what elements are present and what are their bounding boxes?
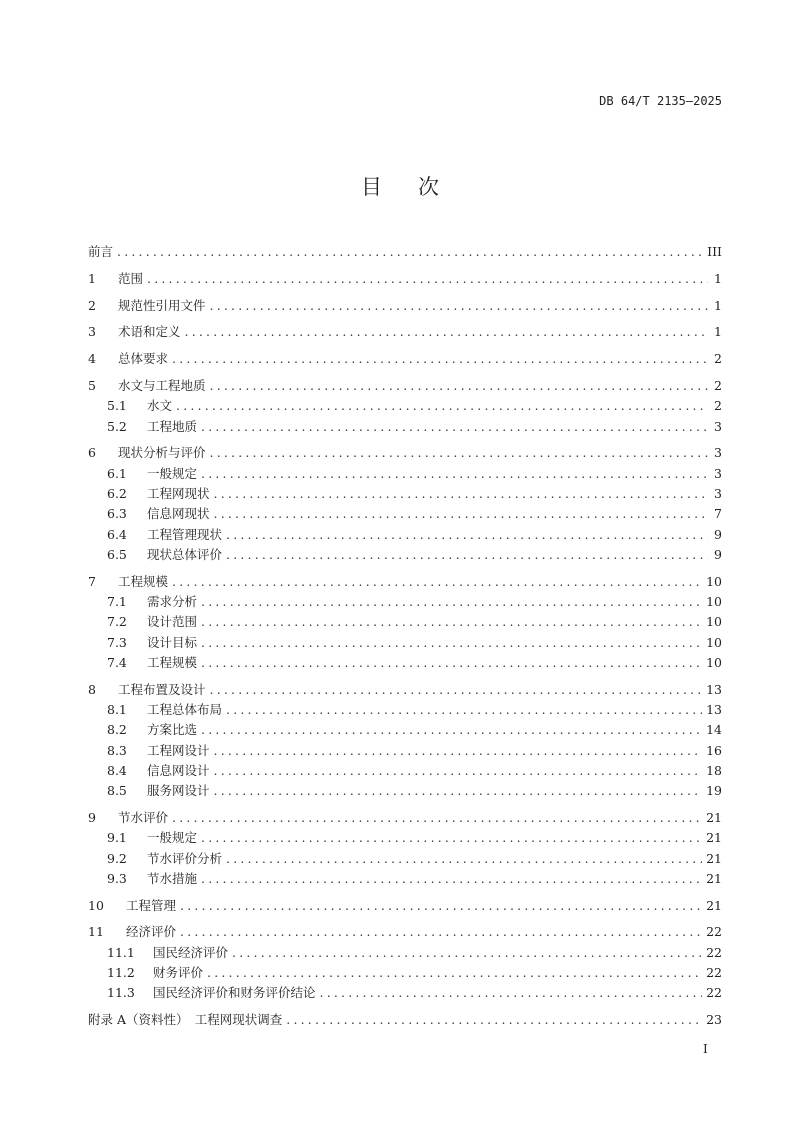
dot-leader xyxy=(180,922,702,942)
toc-entry-label: 信息网设计 xyxy=(147,762,210,778)
dot-leader xyxy=(201,828,702,848)
dot-leader xyxy=(185,322,708,342)
dot-leader xyxy=(201,869,702,889)
toc-entry-number: 9 xyxy=(88,809,96,825)
toc-entry-page: 21 xyxy=(706,897,722,913)
toc-entry-page: 14 xyxy=(706,722,722,738)
toc-entry-page: 21 xyxy=(706,809,722,825)
toc-entry-number: 9.3 xyxy=(107,870,127,886)
toc-entry-page: 3 xyxy=(714,465,722,481)
toc-entry-label: 经济评价 xyxy=(126,924,177,940)
toc-entry-number: 7.4 xyxy=(107,654,127,670)
dot-leader xyxy=(214,761,703,781)
toc-entry-number: 5.1 xyxy=(107,398,127,414)
toc-entry-page: 7 xyxy=(714,506,722,522)
toc-entry-label: 财务评价 xyxy=(153,965,204,980)
toc-entry-page: 21 xyxy=(706,830,722,846)
dot-leader xyxy=(172,349,708,369)
toc-entry-label: 设计目标 xyxy=(147,634,198,650)
toc-entry[interactable] xyxy=(88,781,722,801)
toc-entry-page: 21 xyxy=(706,870,722,886)
table-of-contents xyxy=(88,242,722,1030)
toc-entry[interactable] xyxy=(88,612,722,632)
toc-entry-label: 工程布置及设计 xyxy=(118,681,206,697)
toc-entry-number: 7.1 xyxy=(107,593,127,609)
toc-entry-label: 国民经济评价和财务评价结论 xyxy=(153,985,316,1001)
toc-entry[interactable] xyxy=(88,396,722,416)
toc-entry-page: 10 xyxy=(706,614,722,630)
toc-entry-page: 18 xyxy=(706,762,722,778)
toc-entry[interactable] xyxy=(88,572,722,592)
toc-entry-label: 范围 xyxy=(118,270,144,286)
dot-leader xyxy=(201,464,708,484)
toc-entry-page: 21 xyxy=(706,850,722,866)
toc-entry[interactable] xyxy=(88,741,722,761)
toc-entry-page: 19 xyxy=(706,783,722,799)
dot-leader xyxy=(117,242,703,262)
toc-entry[interactable] xyxy=(88,484,722,504)
toc-entry-number: 6.1 xyxy=(107,465,127,481)
dot-leader xyxy=(176,396,708,416)
toc-entry[interactable] xyxy=(88,869,722,889)
toc-entry[interactable] xyxy=(88,808,722,828)
toc-entry-number: 8.3 xyxy=(107,742,127,758)
dot-leader xyxy=(214,741,703,761)
dot-leader xyxy=(226,849,702,869)
toc-entry-page: 10 xyxy=(706,634,722,650)
toc-entry[interactable] xyxy=(88,653,722,673)
toc-entry-number: 8 xyxy=(88,681,96,697)
toc-entry-label: 附录 A（资料性） 工程网现状调查 xyxy=(88,1012,283,1028)
toc-entry[interactable] xyxy=(88,700,722,720)
toc-entry-page: 1 xyxy=(714,324,722,340)
toc-entry[interactable] xyxy=(88,896,722,916)
toc-entry-number: 11.2 xyxy=(107,965,135,980)
toc-entry[interactable] xyxy=(88,849,722,869)
toc-entry-label: 节水评价 xyxy=(118,809,169,825)
toc-entry-page: 22 xyxy=(706,944,722,960)
toc-entry-page: 2 xyxy=(714,377,722,393)
toc-entry-number: 6.5 xyxy=(107,546,127,562)
dot-leader xyxy=(210,296,708,316)
document-code: DB 64/T 2135—2025 xyxy=(599,94,722,108)
toc-entry-number: 11.3 xyxy=(107,985,135,1001)
toc-entry-page: 3 xyxy=(714,485,722,501)
page-number: I xyxy=(703,1042,708,1056)
dot-leader xyxy=(226,700,702,720)
toc-entry-label: 总体要求 xyxy=(118,351,169,367)
toc-entry-number: 6.3 xyxy=(107,506,127,522)
toc-entry[interactable] xyxy=(88,417,722,437)
toc-entry-page: 1 xyxy=(714,297,722,313)
toc-entry-page: 13 xyxy=(706,701,722,717)
toc-entry-label: 工程管理 xyxy=(126,897,177,913)
toc-entry[interactable] xyxy=(88,592,722,612)
toc-entry-number: 4 xyxy=(88,351,96,367)
toc-entry-number: 7.3 xyxy=(107,634,127,650)
toc-entry-label: 水文 xyxy=(147,398,173,414)
toc-entry-page: 9 xyxy=(714,546,722,562)
toc-entry[interactable] xyxy=(88,504,722,524)
toc-entry-label: 国民经济评价 xyxy=(153,944,229,960)
toc-entry-number: 2 xyxy=(88,297,96,313)
dot-leader xyxy=(210,376,708,396)
dot-leader xyxy=(180,896,702,916)
dot-leader xyxy=(214,484,708,504)
toc-entry[interactable] xyxy=(88,376,722,396)
toc-entry-page: 10 xyxy=(706,593,722,609)
toc-entry[interactable] xyxy=(88,269,722,289)
page-title: 目次 xyxy=(361,175,475,199)
toc-entry-label: 节水措施 xyxy=(147,870,198,886)
toc-entry[interactable] xyxy=(88,720,722,740)
toc-entry-page: 13 xyxy=(706,681,722,697)
toc-entry-page: 22 xyxy=(706,965,722,980)
toc-entry-label: 现状总体评价 xyxy=(147,546,223,562)
dot-leader xyxy=(201,720,702,740)
dot-leader xyxy=(210,443,708,463)
toc-entry-page: III xyxy=(707,244,722,259)
dot-leader xyxy=(207,963,702,983)
toc-entry-label: 节水评价分析 xyxy=(147,850,223,866)
toc-entry[interactable] xyxy=(88,443,722,463)
dot-leader xyxy=(210,680,703,700)
toc-entry-number: 9.1 xyxy=(107,830,127,846)
toc-entry-label: 工程规模 xyxy=(147,654,198,670)
toc-entry-page: 3 xyxy=(714,418,722,434)
toc-entry[interactable] xyxy=(88,963,722,983)
toc-entry-page: 10 xyxy=(706,573,722,589)
toc-entry-label: 一般规定 xyxy=(147,465,198,481)
toc-entry-number: 1 xyxy=(88,270,96,286)
toc-entry[interactable] xyxy=(88,633,722,653)
toc-entry-label: 前言 xyxy=(88,244,114,259)
dot-leader xyxy=(172,808,702,828)
toc-entry-page: 3 xyxy=(714,445,722,461)
toc-entry-label: 方案比选 xyxy=(147,722,198,738)
toc-entry[interactable] xyxy=(88,983,722,1003)
toc-entry-page: 9 xyxy=(714,526,722,542)
dot-leader xyxy=(201,612,702,632)
toc-entry-number: 5 xyxy=(88,377,96,393)
toc-entry-number: 6.4 xyxy=(107,526,127,542)
toc-entry[interactable] xyxy=(88,525,722,545)
toc-entry[interactable] xyxy=(88,1010,722,1030)
toc-entry-label: 工程网设计 xyxy=(147,742,210,758)
toc-entry-label: 规范性引用文件 xyxy=(118,297,206,313)
toc-entry-label: 设计范围 xyxy=(147,614,198,630)
dot-leader xyxy=(320,983,703,1003)
toc-entry[interactable] xyxy=(88,296,722,316)
toc-entry[interactable] xyxy=(88,242,722,262)
dot-leader xyxy=(172,572,702,592)
toc-entry-number: 5.2 xyxy=(107,418,127,434)
toc-entry-number: 8.5 xyxy=(107,783,127,799)
dot-leader xyxy=(286,1010,702,1030)
dot-leader xyxy=(201,633,702,653)
toc-entry-page: 22 xyxy=(706,924,722,940)
toc-entry-number: 11.1 xyxy=(107,944,135,960)
toc-entry-label: 工程规模 xyxy=(118,573,169,589)
dot-leader xyxy=(201,653,702,673)
toc-entry-number: 6 xyxy=(88,445,96,461)
toc-entry-label: 现状分析与评价 xyxy=(118,445,206,461)
dot-leader xyxy=(214,781,703,801)
toc-entry[interactable] xyxy=(88,761,722,781)
toc-entry[interactable] xyxy=(88,545,722,565)
dot-leader xyxy=(147,269,708,289)
toc-entry-page: 10 xyxy=(706,654,722,670)
toc-entry-page: 22 xyxy=(706,985,722,1001)
toc-entry-label: 工程管理现状 xyxy=(147,526,223,542)
toc-entry-number: 8.1 xyxy=(107,701,127,717)
toc-entry-label: 需求分析 xyxy=(147,593,198,609)
toc-entry-number: 7.2 xyxy=(107,614,127,630)
dot-leader xyxy=(226,525,708,545)
toc-entry-page: 16 xyxy=(706,742,722,758)
toc-entry[interactable] xyxy=(88,349,722,369)
toc-entry-page: 23 xyxy=(706,1012,722,1028)
toc-entry-label: 工程地质 xyxy=(147,418,198,434)
toc-entry[interactable] xyxy=(88,464,722,484)
toc-entry-label: 水文与工程地质 xyxy=(118,377,206,393)
toc-entry-number: 8.4 xyxy=(107,762,127,778)
toc-entry-number: 9.2 xyxy=(107,850,127,866)
toc-entry[interactable] xyxy=(88,680,722,700)
dot-leader xyxy=(201,417,708,437)
toc-entry[interactable] xyxy=(88,828,722,848)
dot-leader xyxy=(201,592,702,612)
toc-entry-number: 11 xyxy=(88,924,104,940)
dot-leader xyxy=(214,504,708,524)
toc-entry-label: 工程总体布局 xyxy=(147,701,223,717)
toc-entry-page: 2 xyxy=(714,351,722,367)
dot-leader xyxy=(226,545,708,565)
toc-entry-number: 8.2 xyxy=(107,722,127,738)
toc-entry-number: 3 xyxy=(88,324,96,340)
toc-entry-number: 6.2 xyxy=(107,485,127,501)
toc-entry-label: 信息网现状 xyxy=(147,506,210,522)
toc-entry-label: 一般规定 xyxy=(147,830,198,846)
toc-entry-page: 1 xyxy=(714,270,722,286)
toc-entry-number: 7 xyxy=(88,573,96,589)
toc-entry-number: 10 xyxy=(88,897,104,913)
toc-entry-page: 2 xyxy=(714,398,722,414)
toc-entry-label: 工程网现状 xyxy=(147,485,210,501)
dot-leader xyxy=(232,943,702,963)
toc-entry-label: 术语和定义 xyxy=(118,324,181,340)
toc-entry-label: 服务网设计 xyxy=(147,783,210,799)
toc-entry[interactable] xyxy=(88,943,722,963)
toc-entry[interactable] xyxy=(88,922,722,942)
toc-entry[interactable] xyxy=(88,322,722,342)
